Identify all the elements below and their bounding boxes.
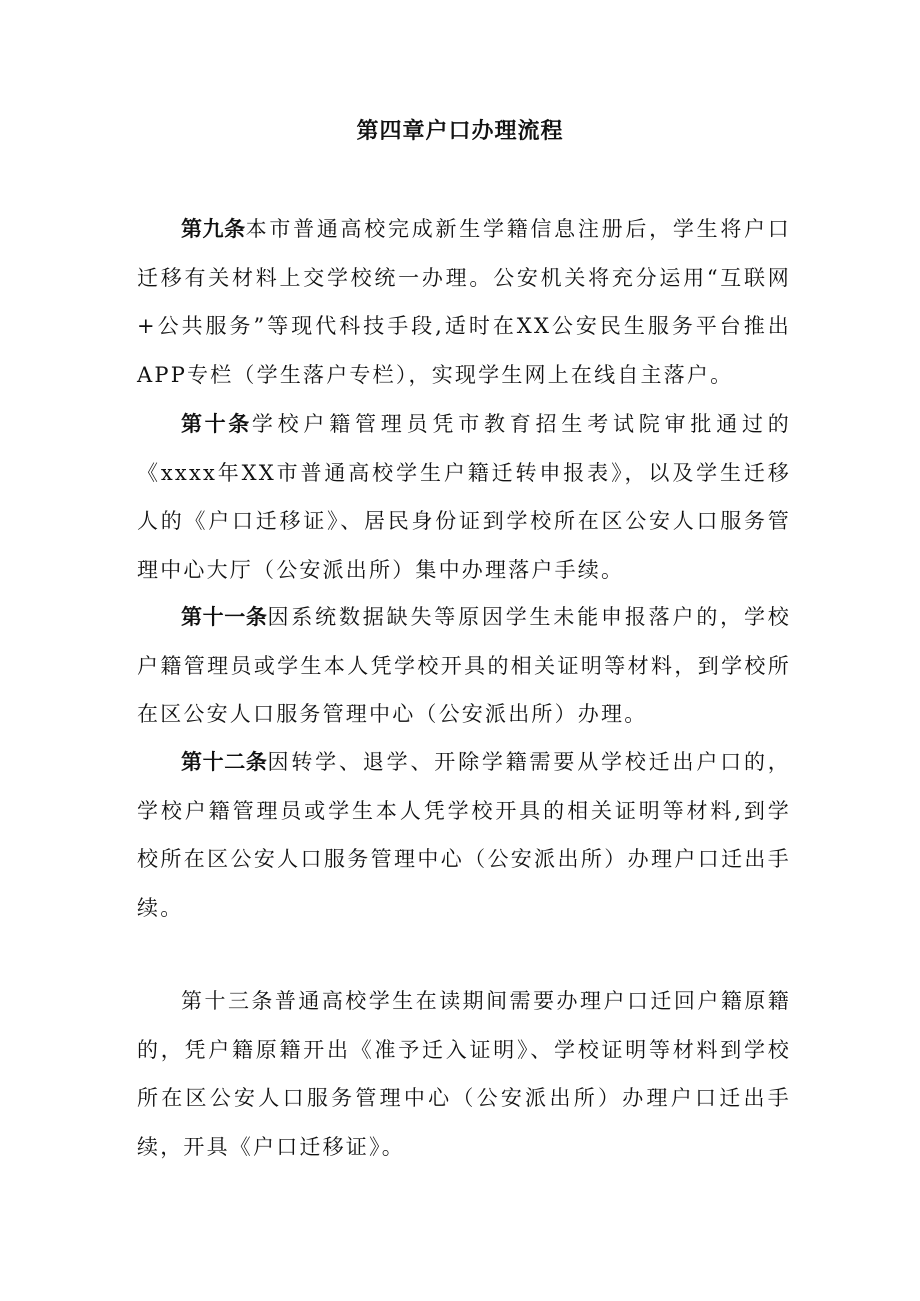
article-12 — [137, 738, 791, 932]
article-9 — [137, 205, 791, 399]
article-11-text: 因系统数据缺失等原因学生未能申报落户的，学校户籍管理员或学生本人凭学校开具的相关证明等材料，到学校所在区公安人口服务管理中心（公安派出所）办理。 — [137, 605, 791, 726]
article-9-text: 本市普通高校完成新生学籍信息注册后，学生将户口迁移有关材料上交学校统一办理。公安机关将充分运用“互联网+公共服务”等现代科技手段,适时在XX公安民生服务平台推出APP专栏（学生落户专栏），实现学生网上在线自主落户。 — [137, 217, 791, 387]
article-10-heading: 第十条 — [181, 412, 252, 436]
chapter-title: 第四章户口办理流程 — [356, 119, 564, 144]
article-13-text: 第十三条普通高校学生在读期间需要办理户口迁回户籍原籍的，凭户籍原籍开出《准予迁入证明》、学校证明等材料到学校所在区公安人口服务管理中心（公安派出所）办理户口迁出手续，开具《户口迁移证》。 — [137, 989, 791, 1159]
article-12-heading: 第十二条 — [181, 750, 268, 774]
article-10-text: 学校户籍管理员凭市教育招生考试院审批通过的《xxxx年XX市普通高校学生户籍迁转申报表》，以及学生迁移人的《户口迁移证》、居民身份证到学校所在区公安人口服务管理中心大厅（公安派出所）集中办理落户手续。 — [137, 412, 792, 582]
article-10 — [137, 400, 791, 594]
article-11-heading: 第十一条 — [181, 605, 268, 629]
article-12-text: 因转学、退学、开除学籍需要从学校迁出户口的，学校户籍管理员或学生本人凭学校开具的相关证明等材料,到学校所在区公安人口服务管理中心（公安派出所）办理户口迁出手续。 — [137, 750, 791, 920]
article-9-heading: 第九条 — [181, 217, 246, 241]
article-11 — [137, 593, 791, 739]
article-13 — [137, 977, 791, 1171]
